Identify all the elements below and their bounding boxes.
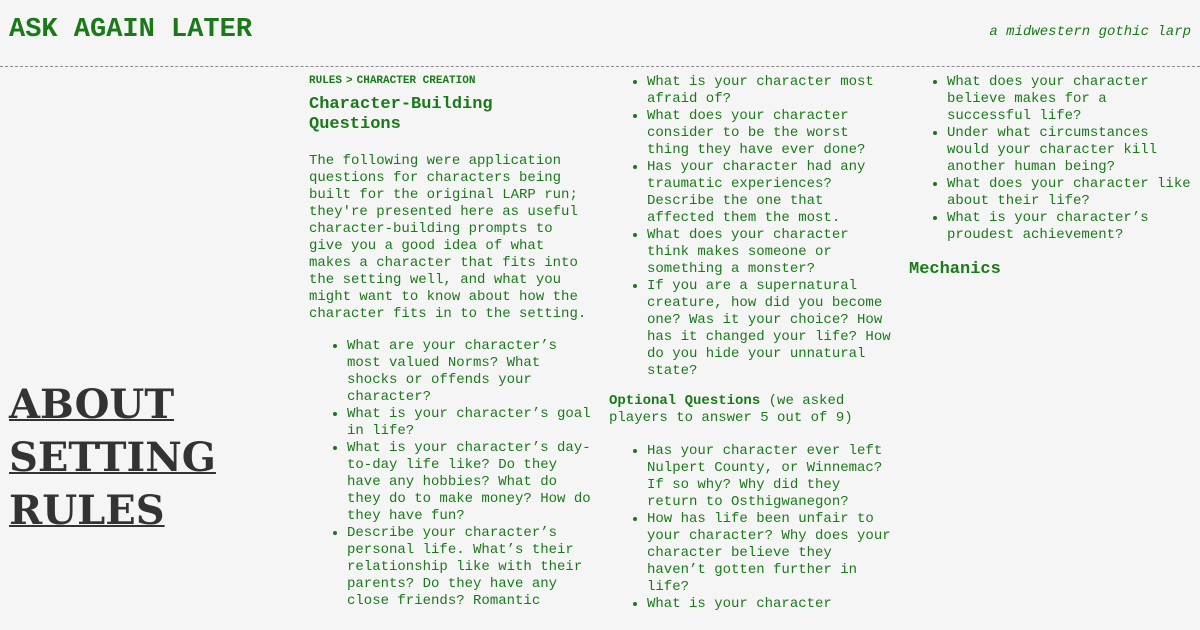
list-item: • What is your character most afraid of? bbox=[647, 74, 894, 108]
content-column-3 bbox=[909, 74, 1194, 280]
site-header bbox=[0, 0, 1200, 67]
list-item: • What does your character think makes someone or something a monster? bbox=[647, 227, 894, 278]
content-column-1 bbox=[309, 74, 594, 610]
list-item: • What does your character believe makes for a successful life? bbox=[947, 74, 1194, 125]
optional-question-list bbox=[609, 443, 894, 613]
list-item: • What is your character’s proudest achievement? bbox=[947, 210, 1194, 244]
intro-paragraph: The following were application questions for characters being built for the original LARP run; they're presented here as useful character-building prompts to give you a good idea of what makes a character that fits into the setting well, and what you might want to know about how the character fits in to the setting. bbox=[309, 153, 587, 322]
list-item: • What are your character’s most valued Norms? What shocks or offends your character? bbox=[347, 338, 594, 406]
breadcrumb bbox=[309, 74, 594, 88]
list-item: • If you are a supernatural creature, how did you become one? Was it your choice? How has it changed your life? How do you hide your unnatural state? bbox=[647, 278, 894, 380]
content-column-2 bbox=[609, 74, 894, 613]
main-nav bbox=[9, 378, 216, 537]
mechanics-heading: Mechanics bbox=[909, 260, 1001, 279]
list-item: • What is your character’s goal in life? bbox=[347, 406, 594, 440]
nav-item-about[interactable]: ABOUT bbox=[9, 381, 175, 428]
list-item: • Under what circumstances would your character kill another human being? bbox=[947, 125, 1194, 176]
list-item: • How has life been unfair to your character? Why does your character believe they haven’t gotten further in life? bbox=[647, 511, 894, 596]
optional-questions-intro bbox=[609, 393, 894, 427]
page-title: Character-Building Questions bbox=[309, 95, 493, 134]
site-tagline: a midwestern gothic larp bbox=[989, 24, 1191, 40]
nav-item-setting[interactable]: SETTING bbox=[9, 434, 216, 481]
breadcrumb-link-rules[interactable]: RULES bbox=[309, 75, 343, 87]
optional-questions-label: Optional Questions bbox=[609, 393, 761, 409]
list-item: • Has your character had any traumatic experiences? Describe the one that affected them the most. bbox=[647, 159, 894, 227]
list-item: • What does your character like about their life? bbox=[947, 176, 1194, 210]
list-item: • Has your character ever left Nulpert County, or Winnemac? If so why? Why did they return to Osthigwanegon? bbox=[647, 443, 894, 511]
list-item: • What is your character’s day-to-day life like? Do they have any hobbies? What do they do to make money? How do they have fun? bbox=[347, 440, 594, 525]
question-list-1 bbox=[309, 338, 594, 610]
question-list-2 bbox=[609, 74, 894, 380]
list-item: • Describe your character’s personal life. What’s their relationship like with their parents? Do they have any close friends? Romantic bbox=[347, 525, 594, 610]
list-item: • What is your character bbox=[647, 596, 894, 613]
question-list-3 bbox=[909, 74, 1194, 244]
nav-item-rules[interactable]: RULES bbox=[9, 487, 165, 534]
list-item: • What does your character consider to be the worst thing they have ever done? bbox=[647, 108, 894, 159]
breadcrumb-separator: > bbox=[346, 75, 353, 87]
optional-questions-note: (we asked players to answer 5 out of 9) bbox=[609, 393, 853, 426]
breadcrumb-current: CHARACTER CREATION bbox=[356, 75, 476, 87]
site-title-link[interactable]: ASK AGAIN LATER bbox=[9, 15, 253, 45]
